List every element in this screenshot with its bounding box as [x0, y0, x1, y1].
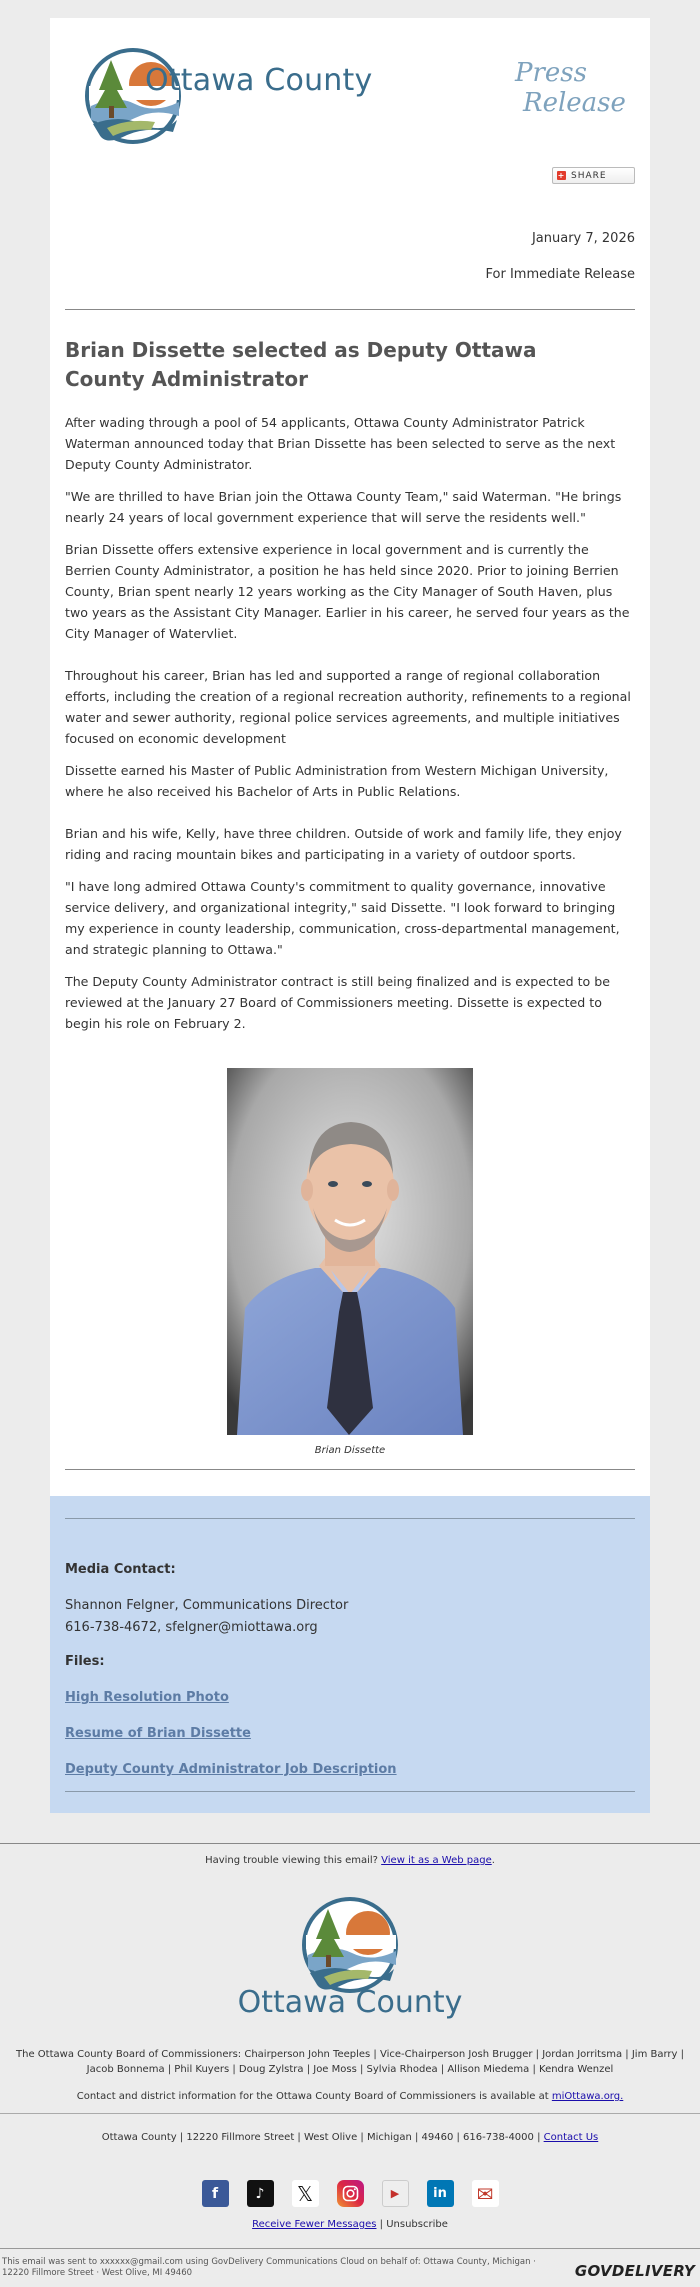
subscription-links: [0, 2219, 700, 2230]
linkedin-icon[interactable]: in: [427, 2180, 454, 2207]
photo-caption: Brian Dissette: [314, 1445, 386, 1456]
trouble-viewing: Having trouble viewing this email? View it as a Web page.: [205, 1855, 495, 1866]
instagram-icon[interactable]: [337, 2180, 364, 2207]
article-paragraph: "I have long admired Ottawa County's commitment to quality governance, innovative service delivery, and organizational integrity," said Dissette. "I look forward to bringing my experience in county leadership, communication, cross-departmental management, and strategic planning to Ottawa.": [65, 879, 620, 957]
view-web-page-link[interactable]: View it as a Web page: [381, 1855, 492, 1866]
file-link-resume[interactable]: Resume of Brian Dissette: [65, 1726, 251, 1741]
contact-name: Shannon Felgner, Communications Director: [65, 1598, 349, 1613]
unsubscribe-link[interactable]: | Unsubscribe: [376, 2219, 448, 2230]
article-paragraph: The Deputy County Administrator contract is still being finalized and is expected to be reviewed at the January 27 Board of Commissioners meeting. Dissette is expected to begin his role on February 2.: [65, 974, 611, 1031]
article-paragraph: Throughout his career, Brian has led and supported a range of regional collaboration efforts, including the creation of a regional recreation authority, refinements to a regional water and sewer authority, regional police services agreements, and multiple initiatives focused on economic development: [65, 668, 631, 746]
footer-brand: Ottawa County: [237, 1985, 463, 2020]
article-paragraph: Dissette earned his Master of Public Administration from Western Michigan University, where he also received his Bachelor of Arts in Public Relations.: [65, 763, 609, 799]
address-line: Ottawa County | 12220 Fillmore Street | West Olive | Michigan | 49460 | 616-738-4000 | Contact Us: [101, 2132, 599, 2143]
divider: [65, 309, 635, 310]
footer-divider: [0, 2248, 700, 2249]
plus-icon: +: [557, 171, 566, 180]
email-icon[interactable]: ✉: [472, 2180, 499, 2207]
article-body: [65, 412, 635, 1045]
article-paragraph: "We are thrilled to have Brian join the Ottawa County Team," said Waterman. "He brings nearly 24 years of local government experience that will serve the residents well.": [65, 489, 622, 525]
receive-fewer-messages-link[interactable]: Receive Fewer Messages: [252, 2219, 377, 2230]
article-paragraph: Brian and his wife, Kelly, have three children. Outside of work and family life, they enjoy riding and racing mountain bikes and participating in a variety of outdoor sports.: [65, 826, 622, 862]
files-label: Files:: [65, 1654, 105, 1669]
miottawa-link[interactable]: miOttawa.org.: [551, 2091, 624, 2102]
footer-divider: [0, 1843, 700, 1844]
email-card: [50, 18, 650, 1813]
divider: [65, 1791, 635, 1792]
share-button[interactable]: + SHARE: [552, 167, 635, 184]
media-contact-label: Media Contact:: [65, 1562, 176, 1577]
divider: [65, 1518, 635, 1519]
footer-divider: [0, 2113, 700, 2114]
divider: [65, 1469, 635, 1470]
board-members: The Ottawa County Board of Commissioners: Chairperson John Teeples | Vice-Chairperson Josh Brugger | Jordan Jorritsma | Jim Barry | Jacob Bonnema | Phil Kuyers | Doug Zylstra | Joe Moss | Sylvia Rhodea | Allison Miedema | Kendra Wenzel: [16, 2049, 684, 2075]
social-links: [0, 2180, 700, 2207]
board-contact-info: Contact and district information for the Ottawa County Board of Commissioners is available at miOttawa.org.: [76, 2091, 624, 2102]
article-paragraph: After wading through a pool of 54 applicants, Ottawa County Administrator Patrick Waterman announced today that Brian Dissette has been selected to serve as the next Deputy County Administrator.: [65, 415, 616, 472]
tiktok-icon[interactable]: ♪: [247, 2180, 274, 2207]
sent-notice: This email was sent to xxxxxx@gmail.com using GovDelivery Communications Cloud on behalf of: Ottawa County, Michigan · 12220 Fillmore Street · West Olive, MI 49460: [2, 2257, 536, 2278]
portrait-photo: [227, 1068, 473, 1435]
release-type: For Immediate Release: [485, 267, 635, 282]
contact-us-link[interactable]: Contact Us: [543, 2132, 599, 2143]
article-paragraph: Brian Dissette offers extensive experience in local government and is currently the Berrien County Administrator, a position he has held since 2020. Prior to joining Berrien County, Brian spent nearly 12 years working as the City Manager of South Haven, plus two years as the Assistant City Manager. Earlier in his career, he served four years as the City Manager of Watervliet.: [65, 542, 630, 641]
brand-title: Ottawa County: [145, 63, 373, 98]
file-link-job-description[interactable]: Deputy County Administrator Job Description: [65, 1762, 397, 1777]
file-link-high-res-photo[interactable]: High Resolution Photo: [65, 1690, 229, 1705]
govdelivery-logo: GOVDELIVERY: [574, 2262, 695, 2280]
facebook-icon[interactable]: f: [202, 2180, 229, 2207]
contact-phone-email: 616-738-4672, sfelgner@miottawa.org: [65, 1620, 318, 1635]
youtube-icon[interactable]: ▶: [382, 2180, 409, 2207]
contact-section: [50, 1496, 650, 1813]
article-headline: Brian Dissette selected as Deputy Ottawa County Administrator: [65, 338, 537, 391]
press-release-mark: Press Release: [515, 58, 626, 118]
release-date: January 7, 2026: [531, 231, 635, 246]
x-icon[interactable]: 𝕏: [292, 2180, 319, 2207]
